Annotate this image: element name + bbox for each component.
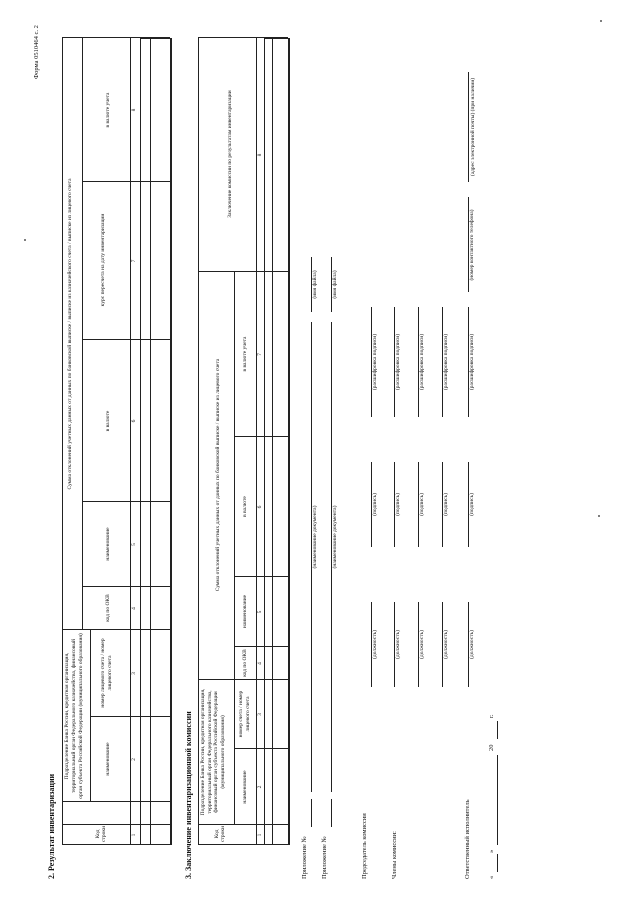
member2-decoding-caption: (расшифровка подписи) xyxy=(419,333,425,391)
t3-top-border xyxy=(198,38,199,845)
t3-hdr-code: Код строки xyxy=(214,825,226,843)
t2-num-6: 6 xyxy=(131,419,137,423)
t3-num-6: 6 xyxy=(257,505,263,509)
date-year-prefix: 20 xyxy=(488,744,495,751)
t3-right-thick xyxy=(264,37,288,39)
t3-num-1: 1 xyxy=(257,833,263,837)
t2-hdr-group: Подразделение Банка России, кредитная организация, территориальный орган Федерального казначейства, финансовый орган субъекта Российской Федерации (муниципального образования) xyxy=(64,633,84,799)
member3-signature-caption: (подпись) xyxy=(443,493,449,516)
t2-top-border xyxy=(62,38,63,845)
executor-position-caption: (должность) xyxy=(469,630,475,659)
scan-speck xyxy=(24,239,26,241)
scan-speck xyxy=(598,515,600,517)
member3-position-caption: (должность) xyxy=(443,630,449,659)
date-open-quote: « xyxy=(488,875,495,879)
t3-group-divider xyxy=(234,680,235,825)
scan-speck xyxy=(600,20,602,22)
t3-num-7: 7 xyxy=(257,353,263,356)
t3-hdr-accounting: в валюте учета xyxy=(242,336,248,372)
t2-hdr-sum: Сумма отклонений учетных данных от данных по банковской выписке / выписке из казначейского счета / выписке из лицевого счета xyxy=(67,178,73,490)
t3-hdr-conclusion: Заключение комиссии по результатам инвентаризации xyxy=(227,90,233,218)
attachment-num-line-1[interactable] xyxy=(311,799,312,827)
t2-hdr-account: номер лицевого счета / номер лицевого счета xyxy=(100,638,113,708)
t3-num-8: 8 xyxy=(257,153,263,157)
member2-position-caption: (должность) xyxy=(419,630,425,659)
t3-num-3: 3 xyxy=(257,713,263,716)
t3-hdr-group: Подразделение Банка России, кредитная организация, территориальный орган Федерального казначейства, финансовый орган субъекта Российской Федерации (муниципального образования) xyxy=(200,688,226,816)
executor-signature-caption: (подпись) xyxy=(469,493,475,516)
chairman-decoding-caption: (расшифровка подписи) xyxy=(372,333,378,391)
t2-v-code xyxy=(62,824,170,825)
t2-num-2: 2 xyxy=(131,758,137,761)
t2-num-5: 5 xyxy=(131,543,137,546)
t2-hdr-incur: в валюте xyxy=(105,410,111,432)
t3-v-sum-right xyxy=(198,271,288,272)
t3-numbers-bottom xyxy=(264,38,265,845)
t3-num-5: 5 xyxy=(257,610,263,614)
date-month-line[interactable] xyxy=(497,755,498,845)
chairman-position-caption: (должность) xyxy=(372,630,378,659)
t2-num-1: 1 xyxy=(131,833,137,837)
attachment-label-2: Приложение № xyxy=(321,836,328,879)
date-year-line[interactable] xyxy=(497,721,498,739)
t2-sum-divider xyxy=(82,38,83,630)
member1-decoding-caption: (расшифровка подписи) xyxy=(395,333,401,391)
attachment-doc-caption-2: (наименование документа) xyxy=(332,505,338,569)
t2-right-thick xyxy=(140,37,170,39)
attachment-label-1: Приложение № xyxy=(301,836,308,879)
attachment-num-line-2[interactable] xyxy=(331,799,332,827)
t2-hdr-accounting: в валюте учета xyxy=(105,92,111,128)
t2-row-line xyxy=(150,38,151,845)
t2-v-name-right xyxy=(90,716,170,717)
t2-hdr-okv: код по ОКВ xyxy=(105,594,111,622)
date-year-suffix: г. xyxy=(488,714,495,718)
member2-signature-caption: (подпись) xyxy=(419,493,425,516)
t3-hdr-curname: наименование xyxy=(242,594,248,629)
t2-bottom-border xyxy=(170,38,172,845)
t3-hdr-account: номер счета / номер лицевого счета xyxy=(238,690,251,738)
t3-v-group-right xyxy=(198,679,288,680)
t2-v-okv xyxy=(82,586,170,587)
members-label: Члены комиссии: xyxy=(391,831,398,879)
t2-num-3: 3 xyxy=(131,672,137,675)
executor-phone-caption: (номер контактного телефона) xyxy=(469,209,475,281)
chairman-signature-caption: (подпись) xyxy=(372,493,378,516)
t2-v-group-right xyxy=(62,629,170,630)
t3-bottom-border xyxy=(288,38,290,845)
attachment-file-caption-1: (имя файла) xyxy=(312,270,318,299)
executor-label: Ответственный исполнитель xyxy=(464,799,471,879)
t2-left-border xyxy=(62,844,170,845)
t2-v-name-left xyxy=(62,801,170,802)
member1-signature-caption: (подпись) xyxy=(395,493,401,516)
attachment-file-caption-2: (имя файла) xyxy=(332,270,338,299)
t2-v-curname xyxy=(82,501,170,502)
member3-decoding-caption: (расшифровка подписи) xyxy=(443,333,449,391)
t3-row-line xyxy=(272,38,273,845)
date-day-line[interactable] xyxy=(497,854,498,872)
t2-num-4: 4 xyxy=(131,607,137,610)
member1-position-caption: (должность) xyxy=(395,630,401,659)
t3-left-border xyxy=(198,844,288,845)
t2-num-7: 7 xyxy=(131,259,137,263)
t3-sum-divider xyxy=(234,272,235,680)
t2-num-8: 8 xyxy=(131,108,137,112)
t2-v-rate xyxy=(82,181,170,182)
t2-hdr-rate: курс пересчета на дату инвентаризации xyxy=(100,213,106,307)
executor-email-caption: (адрес электронной почты) (при наличии) xyxy=(470,77,476,177)
t3-num-2: 2 xyxy=(257,785,263,789)
t3-hdr-sum: Сумма отклонений учетных данных от данных по банковской выписке / выписке из лицевого счета xyxy=(215,358,221,592)
t2-header-bottom xyxy=(130,38,131,845)
t3-num-4: 4 xyxy=(257,662,263,665)
attachment-doc-caption-1: (наименование документа) xyxy=(312,505,318,569)
t3-header-bottom xyxy=(256,38,257,845)
t3-hdr-name: наименование xyxy=(242,770,248,804)
t2-numbers-bottom xyxy=(140,38,141,845)
form-label: Форма 0510464 с. 2 xyxy=(33,25,40,79)
executor-email-line[interactable] xyxy=(468,72,469,182)
t3-v-code xyxy=(198,824,288,825)
executor-decoding-caption: (расшифровка подписи) xyxy=(469,333,475,391)
t2-v-incur xyxy=(82,339,170,340)
t2-hdr-curname: наименование xyxy=(105,527,111,561)
t3-hdr-okv: код по ОКВ xyxy=(242,649,248,677)
chairman-label: Председатель комиссии xyxy=(361,813,368,879)
t2-hdr-name: наименование xyxy=(105,742,111,776)
section2-title: 2. Результат инвентаризации xyxy=(47,773,56,879)
date-close-quote: » xyxy=(488,849,495,853)
t2-hdr-code: Код строки xyxy=(95,825,107,843)
t3-hdr-incur: в валюте xyxy=(242,496,248,517)
section3-title: 3. Заключение инвентаризационной комиссии xyxy=(184,711,193,879)
